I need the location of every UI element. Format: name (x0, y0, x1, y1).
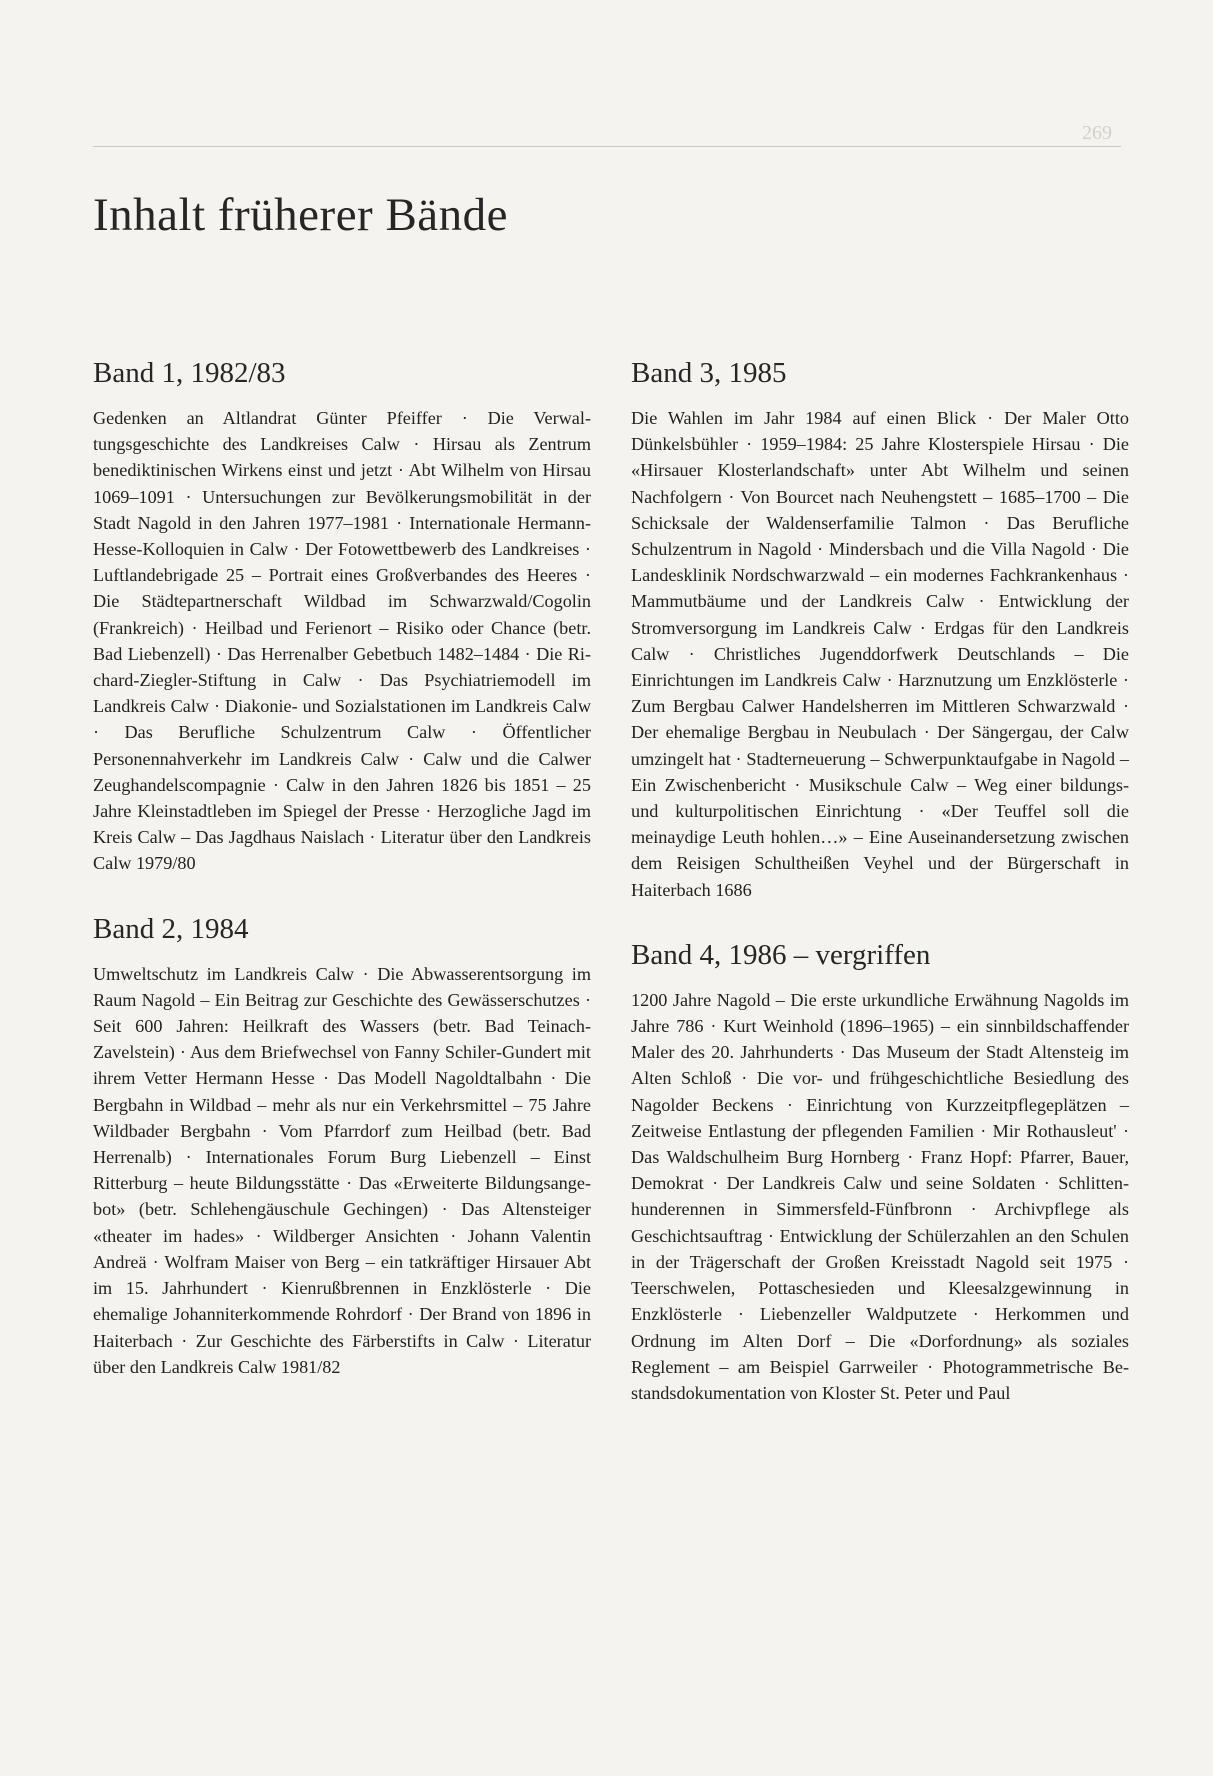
section-heading: Band 2, 1984 (93, 912, 249, 945)
left-column (93, 355, 591, 1414)
header-rule (93, 146, 1121, 147)
section-text: 1200 Jahre Nagold – Die erste urkundliche Erwähnung Nagolds im Jahre 786 · Kurt Weinhold (1896–1965) – ein sinnbildschaffender Maler des 20. Jahrhunderts · Das Museum der Stadt Altensteig im Alten Schloß · Die vor- und frühgeschichtliche Besiedlung des Nagolder Beckens · Einrichtung von Kurzzeitpflegeplätzen – Zeitweise Entlastung der pflegenden Familien · Mir Rothausleut' · Das Waldschulheim Burg Hornberg · Franz Hopf: Pfarrer, Bauer, Demokrat · Der Landkreis Calw und seine Soldaten · Schlittenhunderennen in Simmersfeld-Fünfbronn · Archivpflege als Geschichtsauftrag · Entwicklung der Schülerzahlen an den Schulen in der Trägerschaft der Großen Kreisstadt Nagold seit 1975 · Teerschwelen, Pottaschesieden und Kleesalzgewinnung in Enzklösterle · Liebenzeller Waldputzete · Herkommen und Ordnung im Alten Dorf – Die «Dorfordnung» als soziales Reglement – am Beispiel Garrweiler · Photogrammetrische Bestandsdokumentation von Kloster St. Peter und Paul (631, 989, 1129, 1403)
right-column (631, 355, 1129, 1440)
page-title: Inhalt früherer Bände (93, 189, 509, 241)
section-heading: Band 3, 1985 (631, 357, 787, 389)
section-heading: Band 1, 1982/83 (93, 357, 286, 389)
page-number: 269 (1082, 122, 1112, 144)
section-band-4 (631, 937, 1129, 1406)
section-text: Gedenken an Altlandrat Günter Pfeiffer · Die Verwaltungsgeschichte des Landkreises Calw · Hirsau als Zentrum benediktinischen Wirkens einst und jetzt · Abt Wilhelm von Hirsau 1069–1091 · Untersuchungen zur Bevölkerungsmobilität in der Stadt Nagold in den Jahren 1977–1981 · Internationale Hermann-Hesse-Kolloquien in Calw · Der Fotowettbewerb des Landkreises · Luftlandebrigade 25 – Portrait eines Großverbandes des Heeres · Die Städtepartnerschaft Wildbad im Schwarzwald/Cogolin (Frankreich) · Heilbad und Ferienort – Risiko oder Chance (betr. Bad Liebenzell) · Das Herrenalber Gebetbuch 1482–1484 · Die Richard-Ziegler-Stiftung in Calw · Das Psychiatriemodell im Landkreis Calw · Diakonie- und Sozialstationen im Landkreis Calw · Das Berufliche Schulzentrum Calw · Öffentlicher Personennahverkehr im Landkreis Calw · Calw und die Calwer Zeughandelscompagnie · Calw in den Jahren 1826 bis 1851 – 25 Jahre Kleinstadtleben im Spiegel der Presse · Herzogliche Jagd im Kreis Calw – Das Jagdhaus Naislach · Literatur über den Landkreis Calw 1979/80 (93, 408, 591, 874)
section-text: Umweltschutz im Landkreis Calw · Die Abwasserentsorgung im Raum Nagold – Ein Beitrag zur Geschichte des Gewässerschutzes · Seit 600 Jahren: Heilkraft des Wassers (betr. Bad Teinach-Zavelstein) · Aus dem Briefwechsel von Fanny Schiler-Gundert mit ihrem Vetter Hermann Hesse · Das Modell Nagoldtalbahn · Die Bergbahn in Wildbad – mehr als nur ein Verkehrsmittel – 75 Jahre Wildbader Bergbahn · Vom Pfarrdorf zum Heilbad (betr. Bad Herrenalb) · Internationales Forum Burg Liebenzell – Einst Ritterburg – heute Bildungsstätte · Das «Erweiterte Bildungsangebot» (betr. Schlehengäuschule Gechingen) · Das Altensteiger «theater im hades» · Wildberger Ansichten · Johann Valentin Andreä · Wolfram Maiser von Berg – ein tatkräftiger Hirsauer Abt im 15. Jahrhundert · Kienrußbrennen in Enzklösterle · Die ehemalige Johanniterkommende Rohrdorf · Der Brand von 1896 in Haiterbach · Zur Geschichte des Färberstifts in Calw · Literatur über den Landkreis Calw 1981/82 (93, 963, 591, 1377)
section-text: Die Wahlen im Jahr 1984 auf einen Blick · Der Maler Otto Dünkelsbühler · 1959–1984: 25 Jahre Klosterspiele Hirsau · Die «Hirsauer Klosterlandschaft» unter Abt Wilhelm und seinen Nachfolgern · Von Bourcet nach Neuhengstett – 1685–1700 – Die Schicksale der Waldenserfamilie Talmon · Das Berufliche Schulzentrum in Nagold · Mindersbach und die Villa Nagold · Die Landesklinik Nordschwarzwald – ein modernes Fachkrankenhaus · Mammutbäume und der Landkreis Calw · Entwicklung der Stromversorgung im Landkreis Calw · Erdgas für den Landkreis Calw · Christliches Jugenddorfwerk Deutschlands – Die Einrichtungen im Landkreis Calw · Harznutzung um Enzklösterle · Zum Bergbau Calwer Handelsherren im Mittleren Schwarzwald · Der ehemalige Bergbau in Neubulach · Der Sängergau, der Calw umzingelt hat · Stadterneuerung – Schwerpunktaufgabe in Nagold – Ein Zwischenbericht · Musikschule Calw – Weg einer bildungs- und kulturpolitischen Einrichtung · «Der Teuffel soll die meinaydige Leuth hohlen…» – Eine Auseinandersetzung zwischen dem Reisigen Schultheißen Veyhel und der Bürgerschaft in Haiterbach 1686 (631, 408, 1129, 900)
section-band-1 (93, 355, 591, 877)
section-heading: Band 4, 1986 – vergriffen (631, 938, 931, 971)
section-band-3 (631, 355, 1129, 903)
section-band-2 (93, 911, 591, 1380)
